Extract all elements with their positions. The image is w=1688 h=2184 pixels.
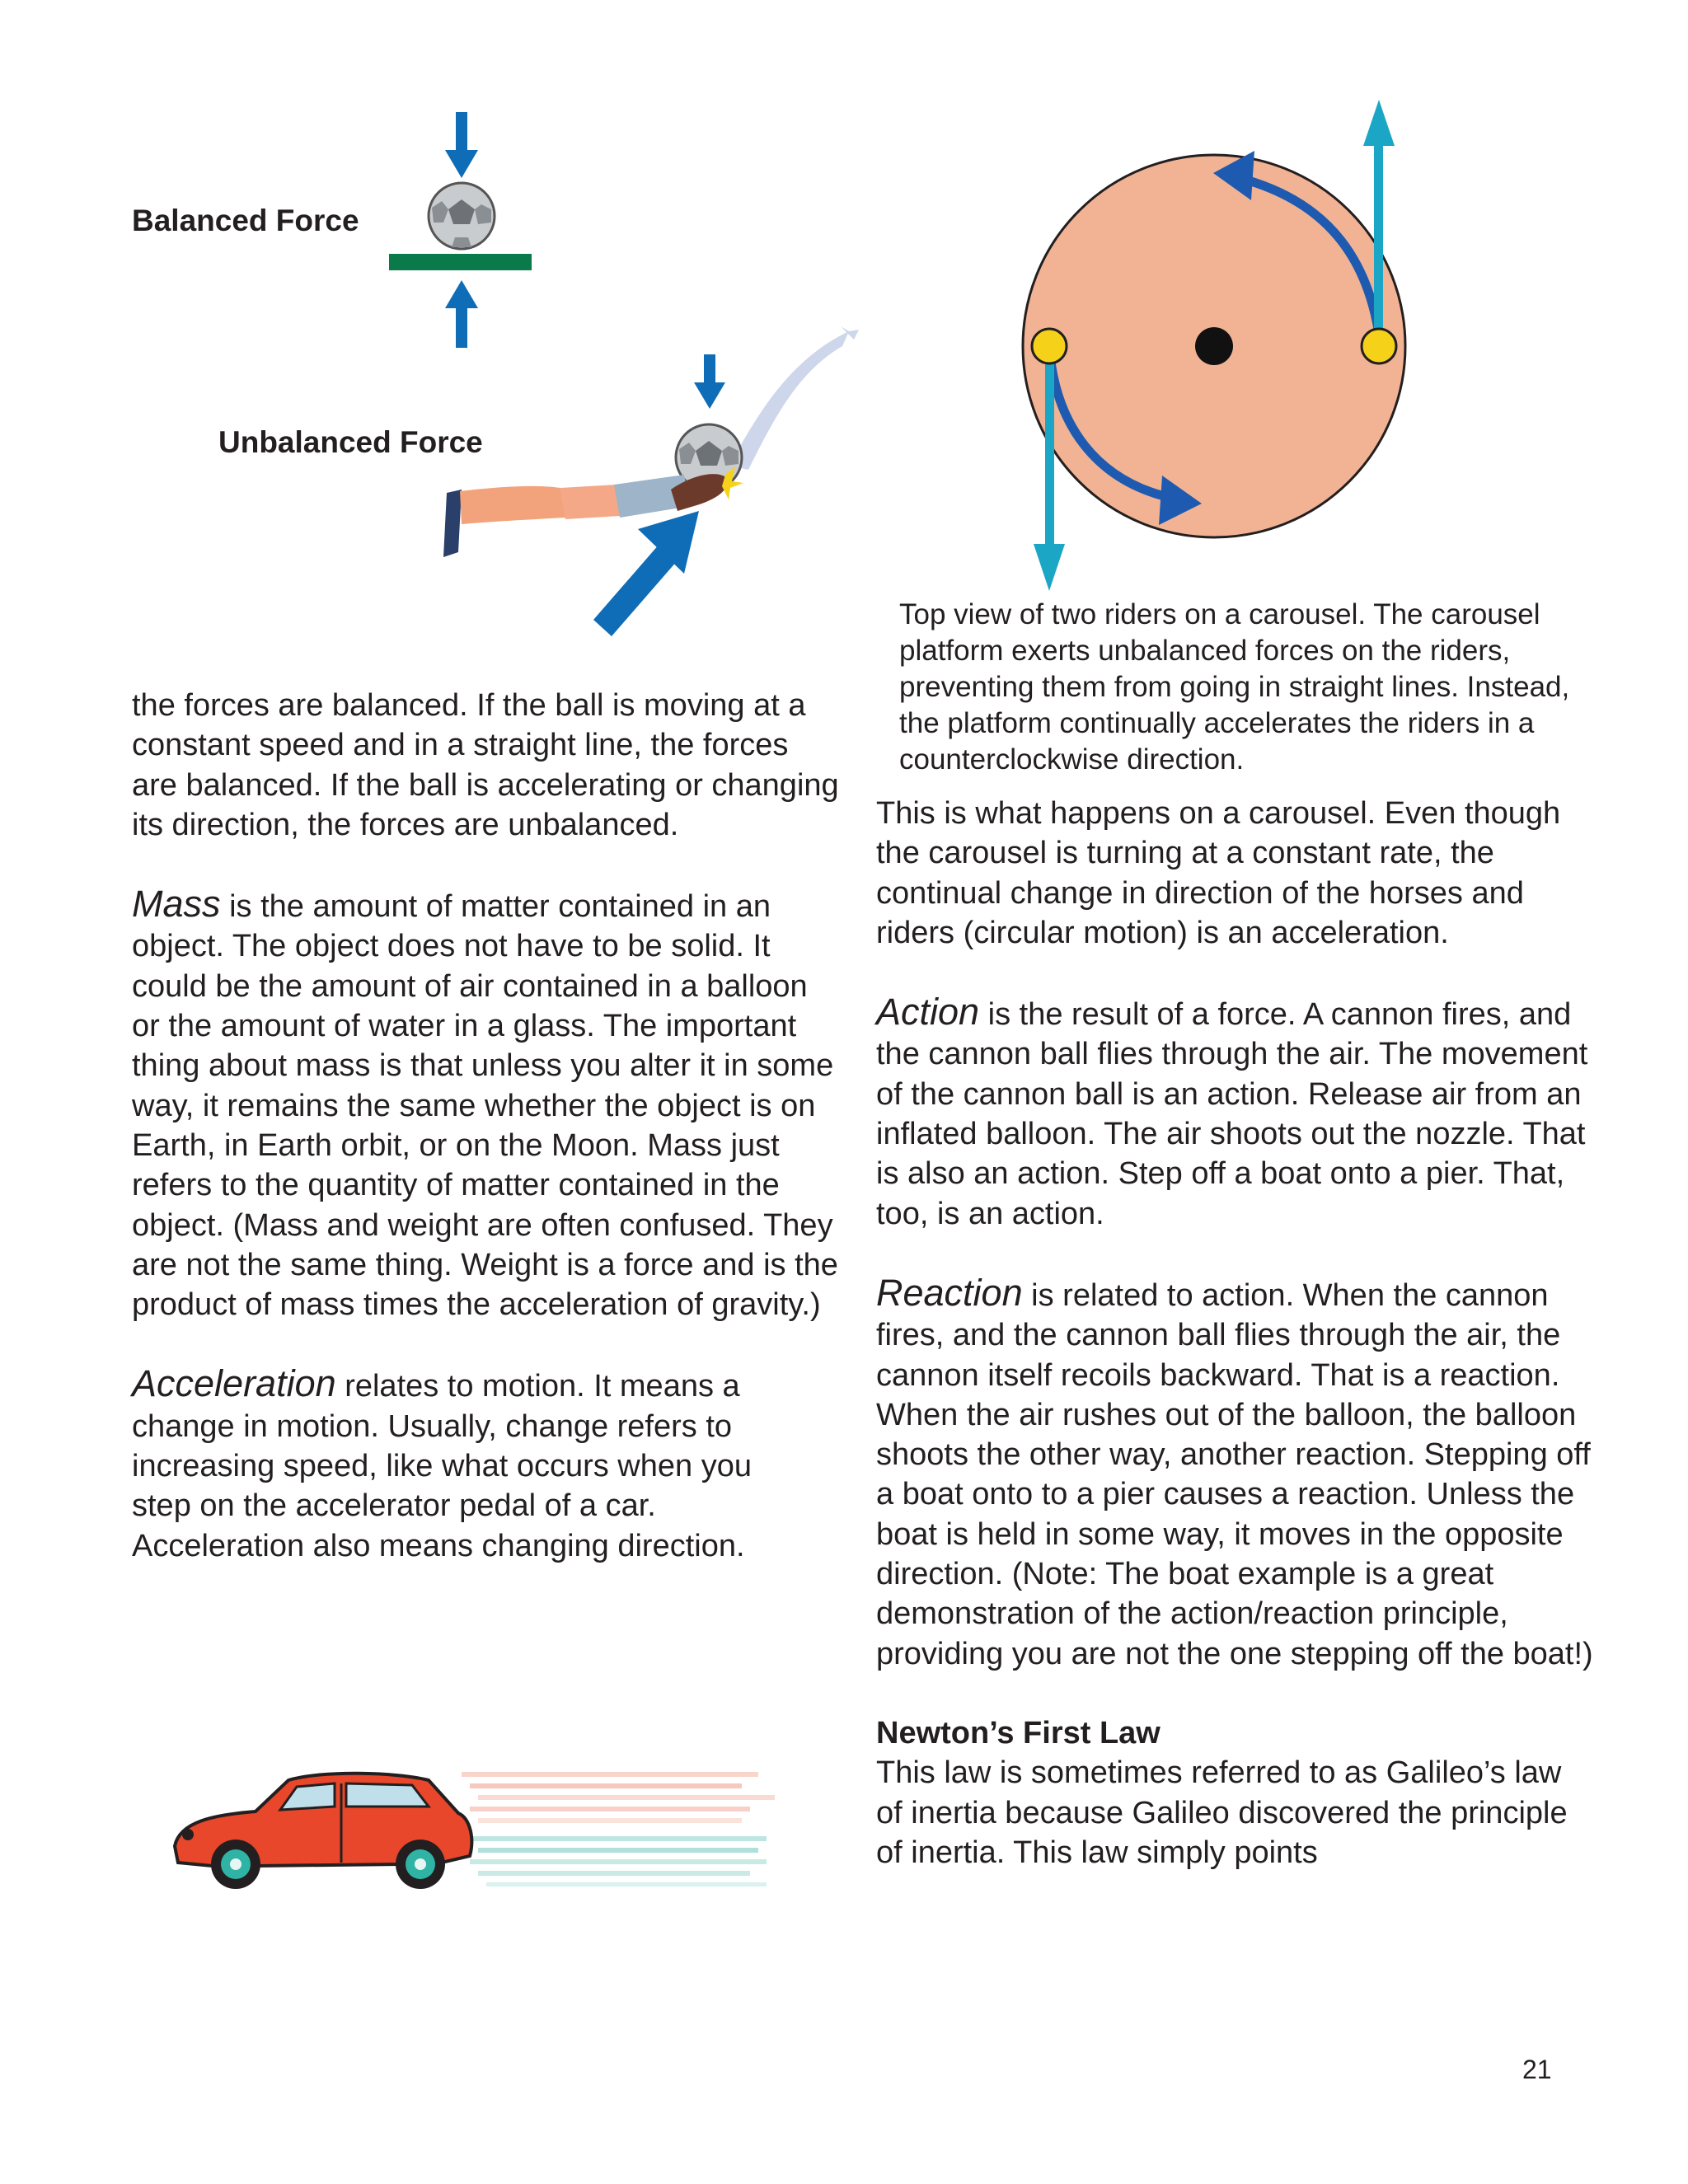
- mass-paragraph: [132, 884, 841, 1324]
- mass-text: is the amount of matter contained in an object. The object does not have to be solid. It could be the amount of air contained in a balloon or the amount of water in a glass. The important thing about mass is that unless you alter it in some way, it remains the same whether the object is on Earth, in Earth orbit, or on the Moon. Mass just refers to the quantity of matter contained in the object. (Mass and weight are often confused. They are not the same thing. Weight is a force and is the product of mass times the acceleration of gravity.): [132, 889, 838, 1323]
- left-column: [132, 686, 841, 1566]
- push-force-arrow-icon: [593, 511, 699, 636]
- mass-term: Mass: [132, 883, 221, 926]
- intro-paragraph: the forces are balanced. If the ball is moving at a constant speed and in a straight line, the forces are balanced. If the ball is accelerating or changing its direction, the forces are unbalanced.: [132, 688, 839, 842]
- acceleration-paragraph: [132, 1364, 791, 1565]
- carousel-center: [1195, 327, 1233, 365]
- right-column: [876, 794, 1593, 1872]
- action-term: Action: [876, 991, 980, 1033]
- reaction-term: Reaction: [876, 1271, 1023, 1314]
- carousel-figure: [1014, 95, 1426, 606]
- soccer-ball-icon: [429, 183, 495, 249]
- unbalanced-force-label: Unbalanced Force: [218, 425, 483, 459]
- unbalanced-force-figure: [437, 313, 865, 659]
- acceleration-term: Acceleration: [132, 1362, 336, 1405]
- speed-lines: [462, 1772, 775, 1886]
- platform-bar: [389, 254, 532, 270]
- down-force-arrow-icon: [445, 112, 478, 178]
- newton-first-law-heading: Newton’s First Law: [876, 1715, 1160, 1750]
- rider-left: [1032, 329, 1067, 363]
- reaction-text: is related to action. When the cannon fires, and the cannon ball flies through the air, the cannon itself recoils backward. That is a reaction. When the air rushes out of the balloon, the balloon shoots the other way, another reaction. Stepping off a boat onto to a pier causes a reaction. Unless the boat is held in some way, it moves in the opposite direction. (Note: The boat example is a great demonstration of the action/reaction principle, providing you are not the one stepping off the boat!): [876, 1277, 1593, 1671]
- newton-paragraph: This law is sometimes referred to as Galileo’s law of inertia because Galileo discovered the principle of inertia. This law simply points: [876, 1755, 1568, 1870]
- carousel-paragraph: This is what happens on a carousel. Even though the carousel is turning at a constant rate, the continual change in direction of the horses and riders (circular motion) is an acceleration.: [876, 796, 1561, 950]
- balanced-force-label: Balanced Force: [132, 204, 359, 237]
- acceleration-text: relates to motion. It means a change in motion. Usually, change refers to increasing speed, like what occurs when you step on the accelerator pedal of a car. Acceleration also means changing direction.: [132, 1369, 752, 1563]
- action-paragraph: [876, 992, 1593, 1234]
- rear-wheel-icon: [396, 1840, 445, 1889]
- reaction-paragraph: [876, 1273, 1593, 1674]
- rider-right: [1362, 329, 1396, 363]
- down-force-arrow-icon: [694, 354, 725, 409]
- carousel-caption: Top view of two riders on a carousel. The carousel platform exerts unbalanced forces on the riders, preventing them from going in straight lines. Instead, the platform continually accelerates the riders in a counterclockwise direction.: [899, 598, 1570, 776]
- front-wheel-icon: [211, 1840, 260, 1889]
- action-text: is the result of a force. A cannon fires, and the cannon ball flies through the air. The movement of the cannon ball is an action. Release air from an inflated balloon. The air shoots out the nozzle. That is also an action. Step off a boat onto a pier. That, too, is an action.: [876, 997, 1588, 1231]
- car-figure: [165, 1755, 775, 1904]
- trajectory-arc: [729, 331, 849, 470]
- page-number: 21: [1522, 2055, 1552, 2084]
